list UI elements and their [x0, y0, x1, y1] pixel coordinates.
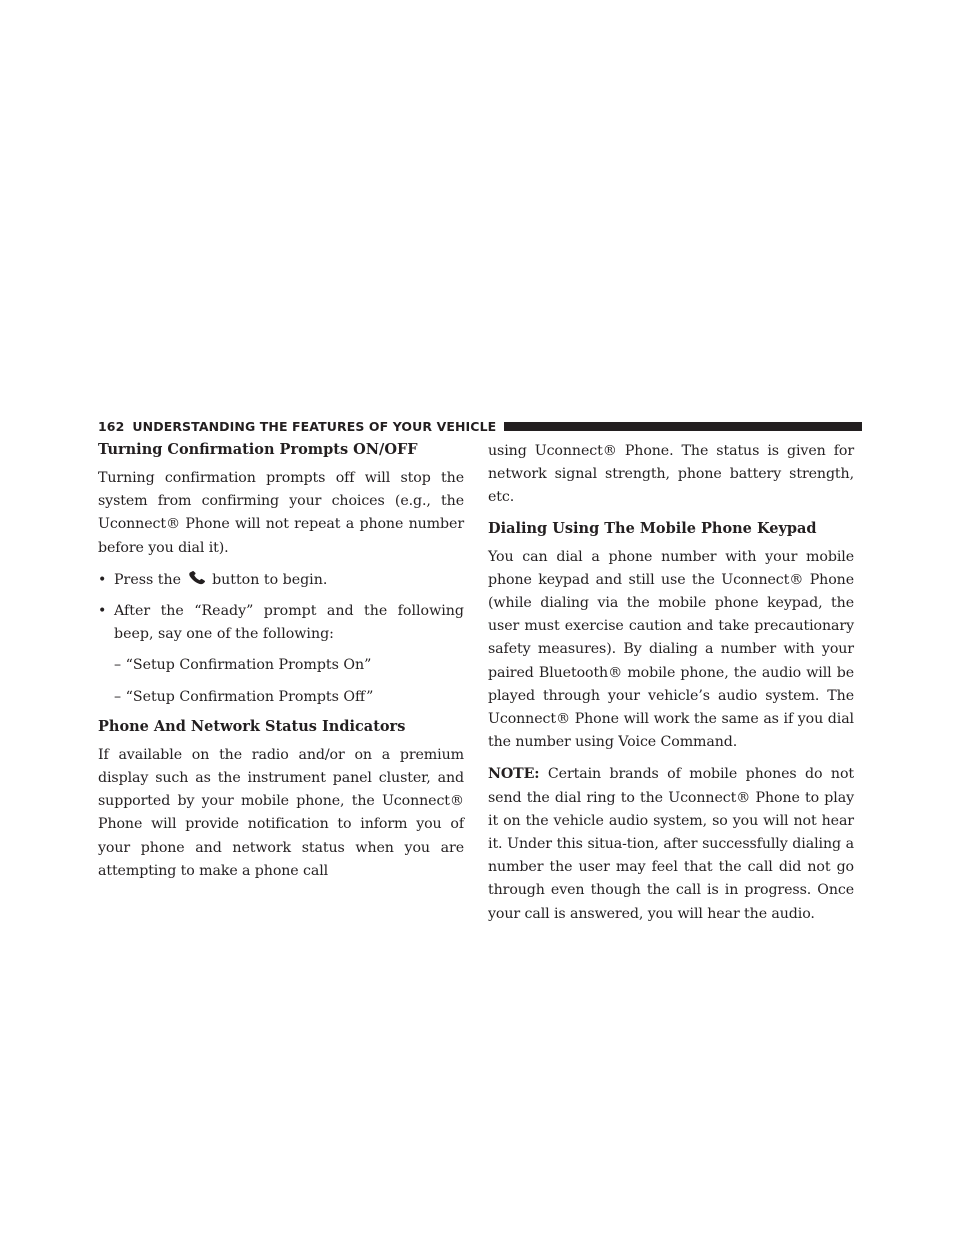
note-paragraph: [488, 763, 854, 925]
bullet-text-after: button to begin.: [212, 571, 328, 588]
left-column: [98, 440, 464, 892]
header-rule: [504, 422, 862, 431]
paragraph-status-indicators: If available on the radio and/or on a premium display such as the instrument panel cluster, and supported by your mobile phone, the Uconnect® Phone will provide notification to inform you of your phone and network status when you are attempting to make a phone call: [98, 746, 464, 879]
note-text: Certain brands of mobile phones do not send the dial ring to the Uconnect® Phone to play it on the vehicle audio system, so you will not hear it. Under this situa-tion, after successfully dialing a number the user may feel that the call did not go through even though the call is in progress. Once your call is answered, you will hear the audio.: [488, 766, 854, 922]
bullet-press-button: [98, 569, 464, 592]
bullet-text-before: Press the: [114, 571, 182, 588]
bullet-ready-prompt: [98, 600, 464, 646]
section-title: UNDERSTANDING THE FEATURES OF YOUR VEHICLE: [132, 418, 497, 434]
paragraph-status-continued: using Uconnect® Phone. The status is given for network signal strength, phone battery strength, etc.: [488, 443, 854, 506]
page-number: 162: [98, 418, 125, 434]
heading-confirmation-prompts: Turning Confirmation Prompts ON/OFF: [98, 441, 418, 458]
heading-status-indicators: Phone And Network Status Indicators: [98, 717, 406, 735]
right-column: [488, 440, 854, 935]
bullet-text: After the “Ready” prompt and the following beep, say one of the following:: [114, 603, 464, 643]
bullet-mark: •: [98, 603, 107, 620]
note-label: NOTE:: [488, 766, 540, 783]
sub-item-prompts-off: – “Setup Confirmation Prompts Off”: [114, 688, 374, 705]
page-header: [98, 418, 862, 434]
paragraph-confirmation-prompts: Turning confirmation prompts off will stop the system from confirming your choices (e.g., the Uconnect® Phone will not repeat a phone number before you dial it).: [98, 470, 464, 556]
paragraph-mobile-keypad: You can dial a phone number with your mobile phone keypad and still use the Uconnect® Phone (while dialing via the mobile phone keypad, the user must exercise caution and take precautionary safety measures). By dialing a number with your paired Bluetooth® mobile phone, the audio will be played through your vehicle’s audio system. The Uconnect® Phone will work the same as if you dial the number using Voice Command.: [488, 548, 854, 751]
phone-icon: [188, 571, 206, 585]
sub-item-prompts-on: – “Setup Confirmation Prompts On”: [114, 657, 372, 674]
heading-mobile-keypad: Dialing Using The Mobile Phone Keypad: [488, 519, 817, 537]
bullet-mark: •: [98, 571, 107, 588]
